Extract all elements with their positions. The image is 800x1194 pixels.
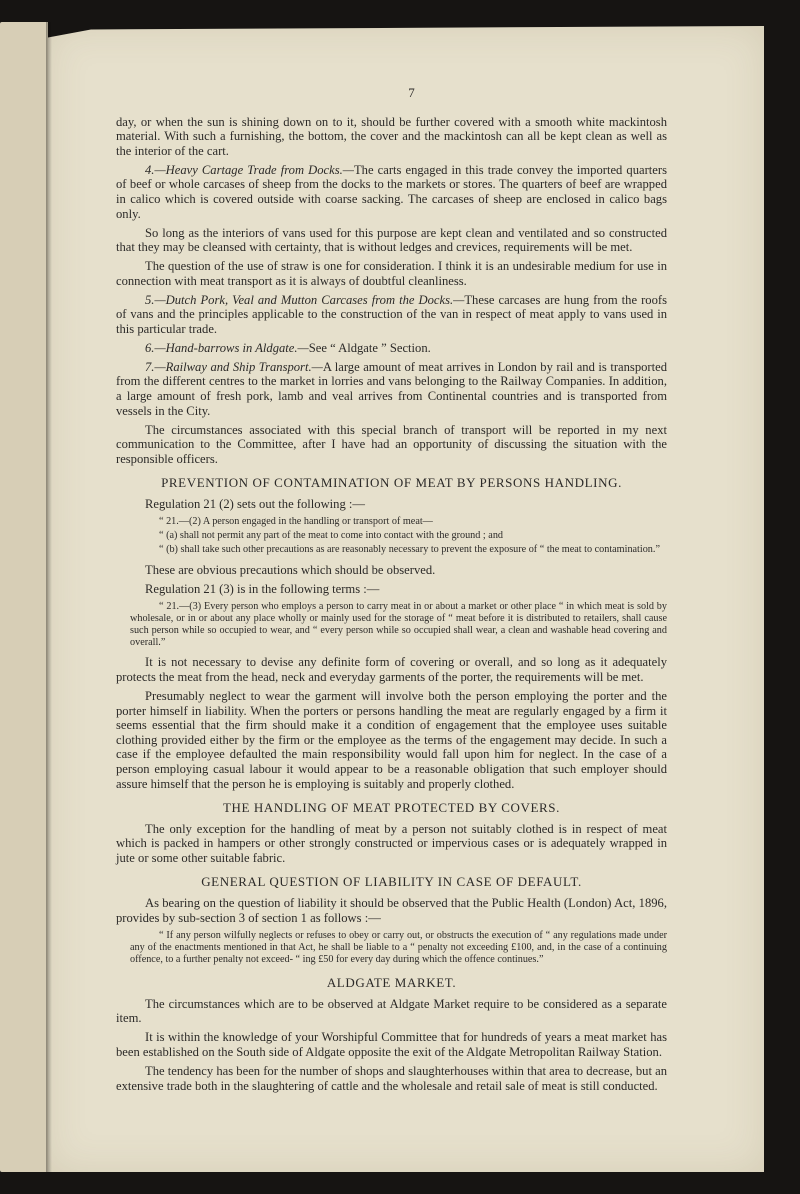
quote-line: “ (b) shall take such other precautions as are reasonably necessary to prevent the exposure of “ the meat to contamination.” <box>159 544 660 556</box>
paragraph <box>116 341 667 356</box>
paragraph <box>116 259 667 288</box>
paragraph-heading: 6.—Hand-barrows in Aldgate.— <box>145 340 309 355</box>
gutter-shadow <box>46 22 52 1172</box>
paragraph-heading: 5.—Dutch Pork, Veal and Mutton Carcases from the Docks.— <box>145 292 465 307</box>
paragraph <box>116 689 667 791</box>
previous-page-edge <box>0 22 48 1172</box>
paragraph <box>116 997 667 1026</box>
paragraph-text: The question of the use of straw is one for consideration. I think it is an undesirable medium for use in connection with meat transport as it is always of doubtful cleanliness. <box>116 259 667 288</box>
paragraph-text: The tendency has been for the number of shops and slaughterhouses within that area to decrease, but an extensive trade both in the slaughtering of cattle and the wholesale and retail sale of meat is still conducted. <box>116 1064 667 1093</box>
section-heading: THE HANDLING OF MEAT PROTECTED BY COVERS. <box>223 800 560 816</box>
paragraph-text: The circumstances associated with this special branch of transport will be reported in my next communication to the Committee, after I have had an opportunity of discussing the situation with the responsible officers. <box>116 422 667 466</box>
paragraph-heading: 4.—Heavy Cartage Trade from Docks.— <box>145 162 354 177</box>
paragraph <box>116 423 667 467</box>
paragraph-heading: 7.—Railway and Ship Transport.— <box>145 359 323 374</box>
paragraph <box>116 497 667 512</box>
paragraph-text: As bearing on the question of liability it should be observed that the Public Health (London) Act, 1896, provides by sub-section 3 of section 1 as follows :— <box>116 896 667 925</box>
paragraph-text: day, or when the sun is shining down on to it, should be further covered with a smooth white mackintosh material. With such a furnishing, the bottom, the cover and the mackintosh can all be kept clean as well as the interior of the cart. <box>116 114 667 158</box>
paragraph <box>116 163 667 221</box>
paragraph <box>116 582 667 597</box>
section-heading: ALDGATE MARKET. <box>326 975 457 991</box>
paragraph <box>116 1030 667 1059</box>
paragraph <box>116 655 667 684</box>
paragraph-text: Regulation 21 (2) sets out the following :— <box>145 496 366 511</box>
document-content <box>116 86 667 1098</box>
paragraph-text: It is within the knowledge of your Worshipful Committee that for hundreds of years a meat market has been established on the South side of Aldgate opposite the exit of the Aldgate Metropolitan Railway Station. <box>116 1030 667 1060</box>
paragraph <box>116 822 667 866</box>
page-number: 7 <box>408 85 415 100</box>
paragraph-text: See “ Aldgate ” Section. <box>308 340 431 355</box>
quote-line: “ 21.—(2) A person engaged in the handling or transport of meat— <box>159 515 433 527</box>
section-heading: GENERAL QUESTION OF LIABILITY IN CASE OF DEFAULT. <box>201 874 582 890</box>
paragraph <box>116 115 667 159</box>
regulation-quote <box>116 930 667 967</box>
paragraph-text: So long as the interiors of vans used for this purpose are kept clean and ventilated and so constructed that they may be cleansed with certainty, that is without ledges and crevices, requirements will be met. <box>116 225 667 255</box>
regulation-quote <box>116 601 667 650</box>
paragraph-text: The carts engaged in this trade convey the imported quarters of beef or whole carcases of sheep from the docks to the markets or stores. The quarters of beef are wrapped in calico which is covered outside with coarse sacking. The carcases of sheep are enclosed in calico bags only. <box>116 162 667 221</box>
paragraph-text: It is not necessary to devise any definite form of covering or overall, and so long as it adequately protects the meat from the head, neck and everyday garments of the porter, the requirements will be met. <box>116 655 667 684</box>
quote-line: “ (a) shall not permit any part of the meat to come into contact with the ground ; and <box>159 530 504 542</box>
paragraph <box>116 1064 667 1093</box>
paragraph <box>116 360 667 418</box>
text-flow <box>116 115 667 1094</box>
paragraph <box>116 293 667 337</box>
quote-line: “ If any person wilfully neglects or refuses to obey or carry out, or obstructs the execution of “ any regulations made under any of the enactments mentioned in that Act, he shall be liable to a “ penalty not exceeding £100, and, in the case of a continuing offence, to a further penalty not exceed- “ ing £50 for every day during which the offence continues.” <box>130 929 667 966</box>
paragraph-text: Presumably neglect to wear the garment will involve both the person employing the porter and the porter himself in liability. When the porters or persons handling the meat are regularly engaged by a firm it seems essential that the firm should make it a condition of engagement that the employee uses suitable clothing provided either by the firm or the employee as the terms of the engagement may decide. In such a case if the employee defaulted the main responsibility would fall upon him for neglect. In the case of a person employing casual labour it would appear to be a reasonable obligation that such employer should assure himself that the person he is employing is suitably and properly clothed. <box>116 688 667 791</box>
paragraph-text: Regulation 21 (3) is in the following terms :— <box>145 581 380 596</box>
paragraph <box>116 563 667 578</box>
paragraph <box>116 896 667 925</box>
regulation-quote <box>116 516 667 557</box>
paragraph-text: These are obvious precautions which should be observed. <box>145 562 436 577</box>
paragraph-text: The circumstances which are to be observed at Aldgate Market require to be considered as a separate item. <box>116 996 667 1026</box>
paragraph-text: A large amount of meat arrives in London by rail and is transported from the different centres to the market in lorries and vans belonging to the Railway Companies. In addition, a large amount of fresh pork, lamb and veal arrives from Continental countries and is transported from vessels in the City. <box>116 359 667 418</box>
section-heading: PREVENTION OF CONTAMINATION OF MEAT BY PERSONS HANDLING. <box>161 475 622 491</box>
paragraph-text: These carcases are hung from the roofs of vans and the principles applicable to the construction of the van in respect of meat apply to vans used in this particular trade. <box>116 292 667 336</box>
paragraph-text: The only exception for the handling of meat by a person not suitably clothed is in respect of meat which is packed in hampers or other strongly constructed or impervious cases or is adequately wrapped in jute or some other suitable fabric. <box>116 821 667 865</box>
paragraph <box>116 226 667 255</box>
quote-line: “ 21.—(3) Every person who employs a person to carry meat in or about a market or other place “ in which meat is sold by wholesale, or in or about any place wholly or mainly used for the storage of “ meat before it is distributed to retailers, shall cause such person while so occupied to wear, and “ every person while so occupied shall wear, a clean and washable head covering and overall.” <box>130 600 667 649</box>
